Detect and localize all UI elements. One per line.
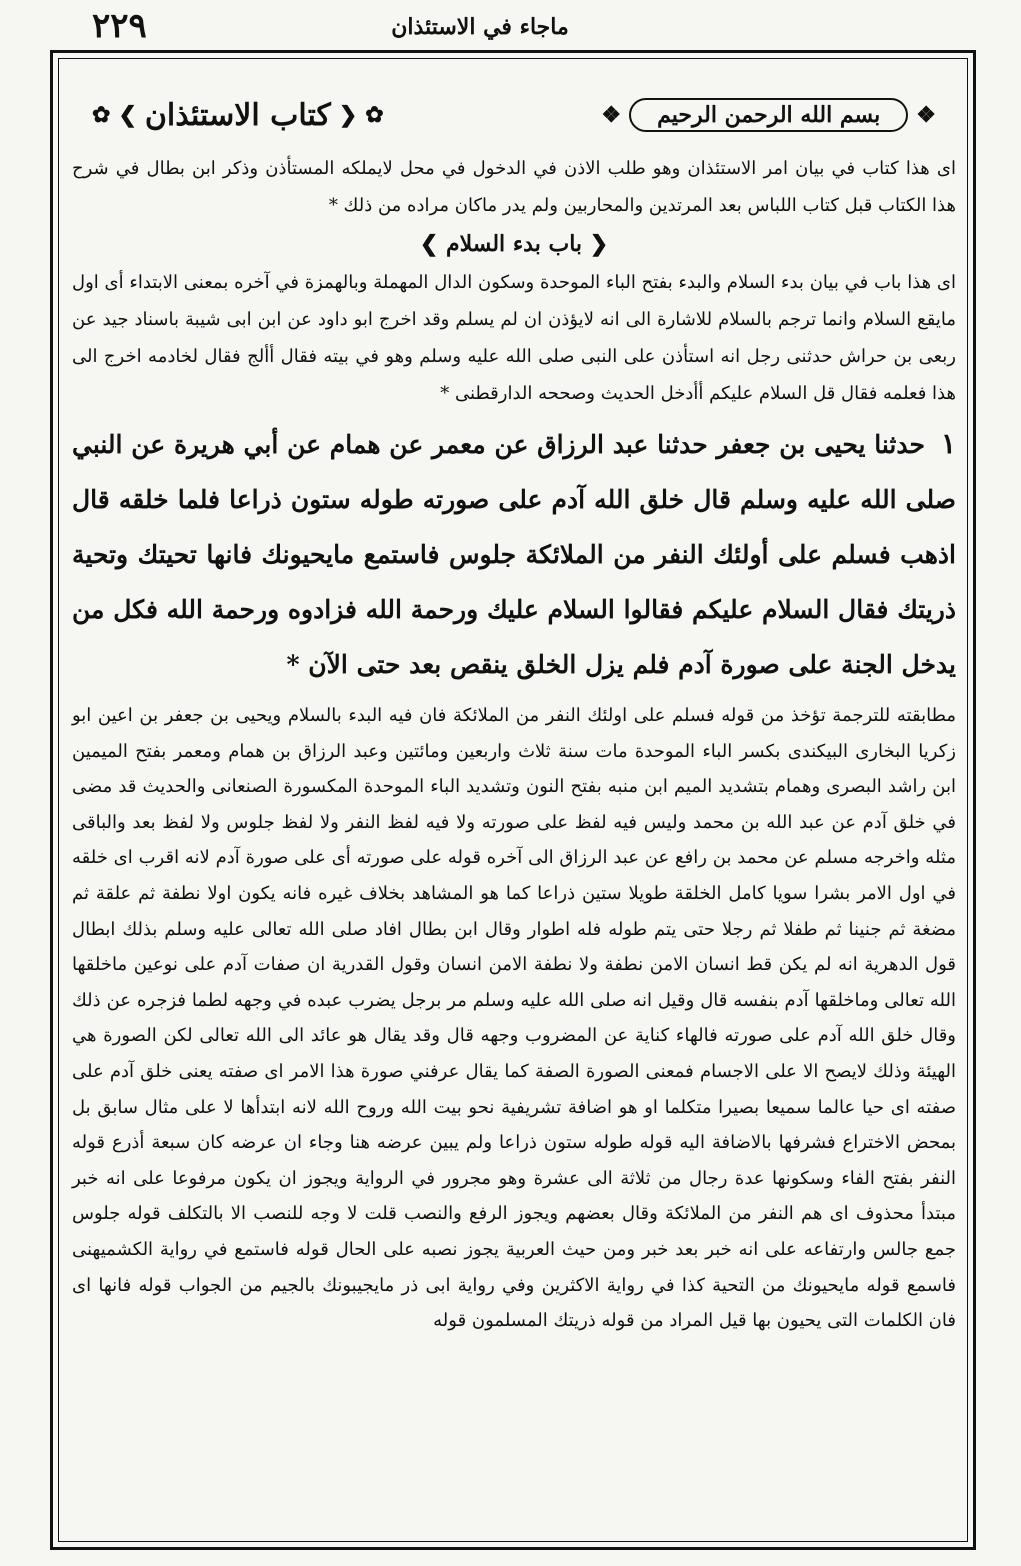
basmala-panel bbox=[601, 98, 936, 132]
hadith-text: حدثنا يحيى بن جعفر حدثنا عبد الرزاق عن معمر عن همام عن أبي هريرة عن النبي صلى الله عليه وسلم قال خلق الله آدم على صورته طوله ستون ذراعا فلما خلقه قال اذهب فسلم على أولئك النفر من الملائكة جلوس فاستمع مايحيونك فانها تحيتك وتحية ذريتك فقال السلام عليكم فقالوا السلام عليك ورحمة الله فزادوه ورحمة الله فكل من يدخل الجنة على صورة آدم فلم يزل الخلق ينقص بعد حتى الآن * bbox=[72, 430, 956, 679]
ornament-icon: ✿ bbox=[365, 102, 384, 128]
ornament-icon: ❮ bbox=[582, 231, 609, 257]
hadith-text-block bbox=[72, 416, 956, 692]
ornament-icon: ❖ bbox=[601, 102, 622, 128]
page-number: ٢٢٩ bbox=[92, 6, 147, 46]
book-title: كتاب الاستئذان bbox=[144, 97, 331, 133]
commentary: مطابقته للترجمة تؤخذ من قوله فسلم على اولئك النفر من الملائكة فان فيه البدء بالسلام ويحيى بن جعفر بن اعين ابو زكريا البخارى البيكندى بكسر الباء الموحدة مات سنة ثلاث واربعين ومائتين وعبد الرزاق بن همام ومعمر بفتح الميمين ابن راشد البصرى وهمام بتشديد الميم ابن منبه بفتح النون وتشديد الباء الموحدة المكسورة الصنعانى والحديث قد مضى في خلق آدم عن عبد الله بن محمد وليس فيه لفظ على صورته ولا فيه لفظ النفر ولا لفظ جلوس ولا لفظ بعد والباقى مثله واخرجه مسلم عن محمد بن رافع عن عبد الرزاق الى آخره قوله على صورته أى على صورة آدم لانه اقرب اى خلقه في اول الامر بشرا سويا كامل الخلقة طويلا ستين ذراعا كما هو المشاهد بخلاف غيره فانه يكون اولا نطفة ثم علقة ثم مضغة ثم جنينا ثم طفلا ثم رجلا حتى يتم طوله فله اطوار وقال ابن بطال افاد صلى الله تعالى عليه وسلم بذلك ابطال قول الدهرية انه لم يكن قط انسان الامن نطفة ولا نطفة الامن انسان وقول القدرية ان صفات آدم على نوعين ماخلقها الله تعالى وماخلقها آدم بنفسه قال وقيل انه صلى الله عليه وسلم مر برجل يضرب عبده في وجهه لطما فزجره عن ذلك وقال خلق الله آدم على صورته فالهاء كناية عن المضروب وجهه قال وقد يقال هو عائد الى الله تعالى لكن الصورة هي الهيئة وذلك لايصح الا على الاجسام فمعنى الصورة الصفة كما يقال عرفني صورة هذا الامر اى صفته يعنى خلق آدم على صفته اى حيا عالما سميعا بصيرا متكلما او هو اضافة تشريفية نحو بيت الله وروح الله لانه ابتدأها لا على مثال سابق بل بمحض الاختراع فشرفها بالاضافة اليه قوله طوله ستون ذراعا ولم يبين عرضه هنا وجاء ان عرضه كان سبعة أذرع قوله النفر بفتح الفاء وسكونها عدة رجال من ثلاثة الى عشرة وهو مجرور في الرواية ويجوز ان يكون مرفوعا على انه خبر مبتدأ محذوف اى هم النفر من الملائكة وقال بعضهم ويجوز الرفع والنصب قلت لا وجه للنصب الا بالتكلف قوله جلوس جمع جالس وارتفاعه على انه خبر بعد خبر ومن حيث العربية يجوز نصبه على الحال قوله فاستمع في رواية الكشميهنى فاسمع قوله مايحيونك من التحية كذا في رواية الاكثرين وفي رواية ابى ذر مايجيبونك بالجيم من الجواب قوله فانها اى فان الكلمات التى يحيون بها قيل المراد من قوله ذريتك المسلمون قوله bbox=[72, 705, 956, 1332]
basmala: بسم الله الرحمن الرحيم bbox=[629, 98, 908, 132]
chapter-explanation: اى هذا باب في بيان بدء السلام والبدء بفتح الباء الموحدة وسكون الدال المهملة وبالهمزة في آخره بمعنى الابتداء أى اول مايقع السلام وانما ترجم بالسلام للاشارة الى انه لايؤذن ان لم يسلم وقد اخرج ابو داود عن ابن ابى شيبة باسناد جيد عن ربعى بن حراش حدثنى رجل انه استأذن على النبى صلى الله عليه وسلم وهو في بيته فقال أألج فقال لخادمه اخرج الى هذا فعلمه فقال قل السلام عليكم أأدخل الحديث وصححه الدارقطنى * bbox=[72, 272, 956, 404]
chapter-title-text: باب بدء السلام bbox=[445, 231, 583, 257]
ornament-icon: ❮ bbox=[338, 102, 358, 128]
ornament-icon: ❯ bbox=[118, 102, 137, 128]
book-title-panel bbox=[92, 98, 384, 133]
hadith-number: ١ bbox=[940, 427, 956, 460]
page-content bbox=[72, 80, 956, 1339]
running-title: ماجاء في الاستئذان bbox=[391, 14, 569, 40]
ornament-icon: ✿ bbox=[92, 102, 111, 128]
ornament-icon: ❖ bbox=[916, 102, 936, 128]
chapter-title bbox=[72, 224, 956, 264]
title-row bbox=[72, 80, 956, 150]
ornament-icon: ❯ bbox=[419, 231, 446, 257]
intro-paragraph: اى هذا كتاب في بيان امر الاستئذان وهو طلب الاذن في الدخول في محل لايملكه المستأذن وذكر ابن بطال في شرح هذا الكتاب قبل كتاب اللباس بعد المرتدين والمحاربين ولم يدر ماكان مراده من ذلك * bbox=[72, 158, 956, 216]
